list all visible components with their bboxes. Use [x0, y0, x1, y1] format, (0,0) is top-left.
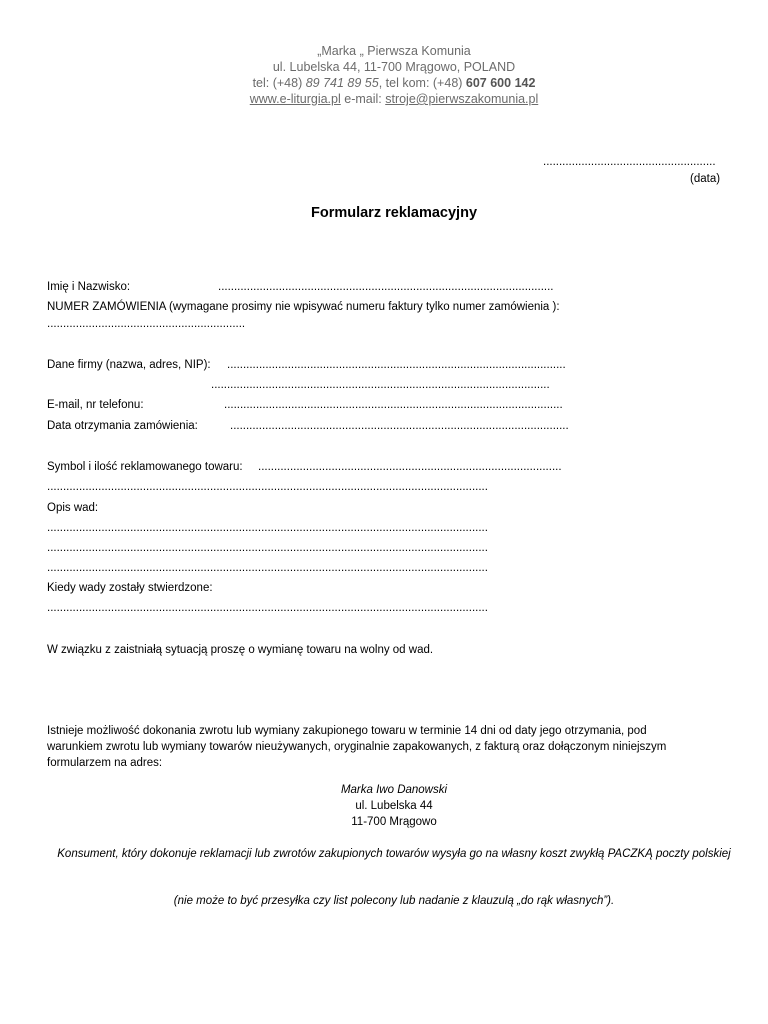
name-dots: .........................................................................................................: [218, 281, 554, 293]
tel-number: 89 741 89 55: [305, 76, 379, 90]
symbol-dots-2: ..........................................................................................................................................: [47, 481, 488, 493]
page-title: Formularz reklamacyjny: [310, 205, 478, 221]
defects-label: Opis wad:: [47, 502, 99, 514]
date-dots: ......................................................: [543, 156, 716, 168]
tel-mid: , tel kom: (+48): [378, 76, 466, 90]
defects-dots-3: ..........................................................................................................................................: [47, 562, 488, 574]
symbol-label: Symbol i ilość reklamowanego towaru:: [47, 461, 243, 473]
when-label: Kiedy wady zostały stwierdzone:: [47, 582, 213, 594]
defects-dots-2: ..........................................................................................................................................: [47, 542, 488, 554]
header-phone-line: [0, 76, 768, 90]
email-phone-label: E-mail, nr telefonu:: [47, 399, 144, 411]
email-label: e-mail:: [340, 92, 386, 106]
header-address: ul. Lubelska 44, 11-700 Mrągowo, POLAND: [272, 60, 516, 74]
symbol-dots: ...............................................................................................: [258, 461, 562, 473]
mobile-number: 607 600 142: [465, 76, 536, 90]
order-label: NUMER ZAMÓWIENIA (wymagane prosimy nie wpisywać numeru faktury tylko numer zamówienia ):: [47, 301, 560, 313]
info-paragraph: Istnieje możliwość dokonania zwrotu lub wymiany zakupionego towaru w terminie 14 dni od daty jego otrzymania, pod warunkiem zwrotu lub wymiany towarów nieużywanych, oryginalnie zapakowanych, z fakturą oraz dołączonym niniejszym formularzem na adres:: [47, 725, 667, 769]
received-date-label: Data otrzymania zamówienia:: [47, 420, 198, 432]
notice-consumer: Konsument, który dokonuje reklamacji lub zwrotów zakupionych towarów wysyła go na własny koszt zwykłą PACZKĄ poczty polskiej: [57, 848, 731, 860]
request-text: W związku z zaistniałą sytuacją proszę o wymianę towaru na wolny od wad.: [47, 644, 434, 656]
tel-prefix: tel: (+48): [252, 76, 306, 90]
notice-registered: (nie może to być przesyłka czy list polecony lub nadanie z klauzulą „do rąk własnych”).: [173, 895, 615, 907]
order-dots: ..............................................................: [47, 318, 246, 330]
company-dots-1: ..........................................................................................................: [227, 359, 566, 371]
email-phone-dots: ..........................................................................................................: [224, 399, 563, 411]
website-link[interactable]: www.e-liturgia.pl: [249, 92, 341, 106]
return-street: ul. Lubelska 44: [355, 800, 433, 812]
name-label: Imię i Nazwisko:: [47, 281, 131, 293]
received-date-dots: ..........................................................................................................: [230, 420, 569, 432]
company-label: Dane firmy (nazwa, adres, NIP):: [47, 359, 211, 371]
header-company: „Marka „ Pierwsza Komunia: [317, 44, 471, 58]
company-dots-2: ..........................................................................................................: [211, 379, 550, 391]
return-city: 11-700 Mrągowo: [351, 816, 437, 828]
email-link[interactable]: stroje@pierwszakomunia.pl: [385, 92, 539, 106]
date-label: (data): [690, 173, 721, 185]
return-name: Marka Iwo Danowski: [340, 784, 448, 796]
header-contact-line: [0, 92, 768, 106]
defects-dots-1: ..........................................................................................................................................: [47, 522, 488, 534]
when-dots: ..........................................................................................................................................: [47, 602, 488, 614]
